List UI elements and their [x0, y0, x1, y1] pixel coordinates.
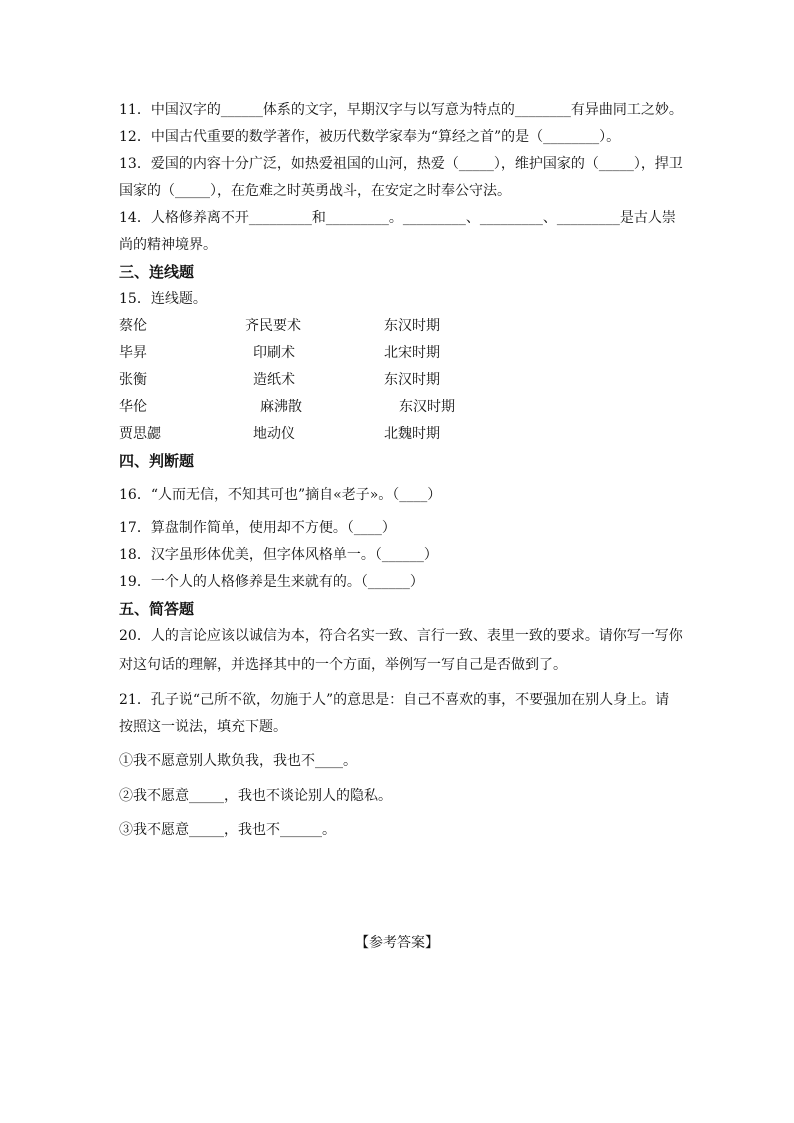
match-item: 地动仪 [253, 426, 295, 442]
question-11: 11．中国汉字的______体系的文字，早期汉字与以写意为特点的________有异曲同工之妙。 [119, 102, 683, 118]
question-13-line-2: 国家的（_____），在危难之时英勇战斗，在安定之时奉公守法。 [119, 183, 511, 199]
match-person: 张衡 [119, 372, 147, 388]
question-19: 19．一个人的人格修养是生来就有的。（______） [119, 574, 424, 590]
match-era: 北宋时期 [384, 345, 440, 361]
match-item: 造纸术 [253, 372, 295, 388]
question-21-item-3: ③我不愿意_____，我也不______。 [119, 822, 336, 838]
match-era: 北魏时期 [384, 426, 440, 442]
match-person: 毕昇 [119, 345, 147, 361]
question-20-line-2: 对这句话的理解，并选择其中的一个方面，举例写一写自己是否做到了。 [119, 657, 567, 673]
question-21-item-2: ②我不愿意_____，我也不谈论别人的隐私。 [119, 788, 392, 804]
answer-key-heading: 【参考答案】 [355, 935, 439, 951]
match-era: 东汉时期 [384, 372, 440, 388]
question-21-line-1: 21．孔子说“己所不欲，勿施于人”的意思是：自己不喜欢的事，不要强加在别人身上。请 [119, 692, 670, 708]
question-16: 16．“人而无信，不知其可也”摘自«老子»。（____） [119, 487, 442, 503]
match-item: 麻沸散 [260, 399, 302, 415]
match-person: 华伦 [119, 399, 147, 415]
question-14-line-2: 尚的精神境界。 [119, 237, 217, 253]
question-20-line-1: 20．人的言论应该以诚信为本，符合名实一致、言行一致、表里一致的要求。请你写一写你 [119, 628, 683, 644]
question-21-item-1: ①我不愿意别人欺负我，我也不____。 [119, 753, 357, 769]
question-15: 15．连线题。 [119, 291, 207, 307]
match-era: 东汉时期 [399, 399, 455, 415]
section-3-title: 三、连线题 [119, 263, 195, 281]
match-person: 蔡伦 [119, 318, 147, 334]
question-13-line-1: 13．爱国的内容十分广泛，如热爱祖国的山河，热爱（_____），维护国家的（_____），捍卫 [119, 156, 683, 172]
question-14-line-1: 14．人格修养离不开_________和_________。_________、_________、_________是古人崇 [119, 210, 676, 226]
question-21-line-2: 按照这一说法，填充下题。 [119, 719, 287, 735]
match-person: 贾思勰 [119, 426, 161, 442]
question-18: 18．汉字虽形体优美，但字体风格单一。（______） [119, 547, 438, 563]
match-item: 印刷术 [253, 345, 295, 361]
section-5-title: 五、简答题 [119, 600, 195, 618]
match-era: 东汉时期 [384, 318, 440, 334]
section-4-title: 四、判断题 [119, 452, 195, 470]
question-17: 17．算盘制作简单，使用却不方便。（____） [119, 520, 396, 536]
match-item: 齐民要术 [245, 318, 301, 334]
question-12: 12．中国古代重要的数学著作，被历代数学家奉为“算经之首”的是（________）。 [119, 129, 621, 145]
